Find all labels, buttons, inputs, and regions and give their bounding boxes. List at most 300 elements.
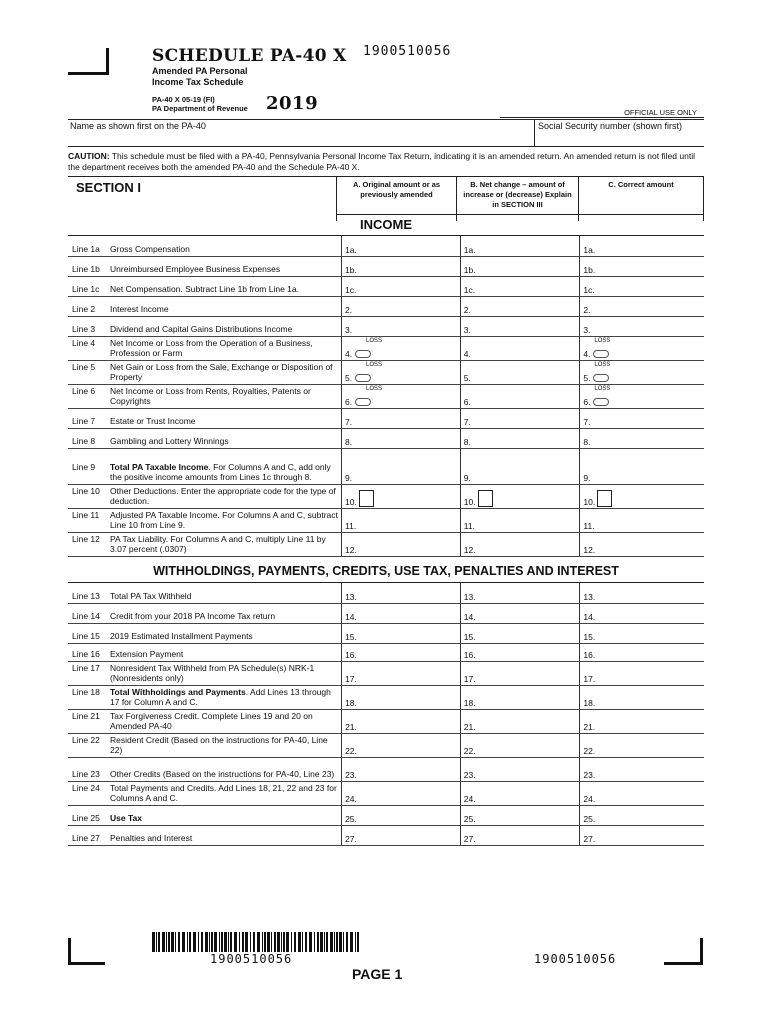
amount-field-label: 3. <box>583 324 591 335</box>
amount-field-col-b[interactable] <box>460 643 580 661</box>
line-label <box>68 484 342 508</box>
amount-field-col-c[interactable] <box>580 532 704 556</box>
amount-field-label: 18. <box>583 697 596 708</box>
barcode-bar <box>257 932 260 952</box>
section-title: SECTION I <box>76 180 142 195</box>
amount-field-label: 14. <box>583 611 596 622</box>
barcode-bar <box>320 932 323 952</box>
line-description-text: Estate or Trust Income <box>110 415 196 426</box>
amount-field-col-c[interactable] <box>580 805 704 825</box>
line-description-text: Tax Forgiveness Credit. Complete Lines 19 and 20 on Amended PA-40 <box>110 710 313 731</box>
loss-label: LOSS <box>594 385 611 392</box>
line-number: Line 24 <box>72 782 100 793</box>
barcode-bar <box>281 932 282 952</box>
amount-field-label: 16. <box>583 649 596 660</box>
department-name: PA Department of Revenue <box>152 103 248 113</box>
amount-field-label: 12. <box>583 544 596 555</box>
line-description <box>110 436 338 446</box>
line-label <box>68 805 342 825</box>
amount-field-label: 2. <box>583 304 591 315</box>
line-number: Line 6 <box>72 385 96 396</box>
amount-field-col-c[interactable] <box>580 583 704 603</box>
amount-field-col-a[interactable] <box>342 583 461 603</box>
line-description <box>110 534 338 554</box>
amount-field-col-b[interactable] <box>460 484 580 508</box>
line-number: Line 21 <box>72 710 100 721</box>
line-description <box>110 416 338 426</box>
amount-field-col-a[interactable] <box>342 643 461 661</box>
amount-field-col-c[interactable] <box>580 296 704 316</box>
amount-field-col-a[interactable] <box>342 781 461 805</box>
amount-field-label: 17. <box>583 673 596 684</box>
line-label <box>68 661 342 685</box>
line-description <box>110 649 338 659</box>
line-description <box>110 264 338 274</box>
amount-field-col-a[interactable] <box>342 825 461 845</box>
form-line-row <box>68 316 704 336</box>
corner-mark-bottom-left <box>68 938 105 965</box>
footer-code-right: 1900510056 <box>534 952 617 966</box>
form-line-row <box>68 336 704 360</box>
line-number: Line 25 <box>72 812 100 823</box>
amount-field-col-a[interactable] <box>342 360 461 384</box>
name-field[interactable]: Name as shown first on the PA-40 <box>70 121 206 131</box>
official-use-line <box>500 117 704 118</box>
barcode-bar <box>309 932 312 952</box>
income-heading: INCOME <box>360 217 412 232</box>
amount-field-label: 25. <box>345 813 357 824</box>
barcode-bar <box>156 932 157 952</box>
amount-field-col-b[interactable] <box>460 781 580 805</box>
line-description <box>110 813 338 823</box>
amount-field-col-b[interactable] <box>460 384 580 408</box>
line-description <box>110 386 338 406</box>
line-number: Line 8 <box>72 435 96 446</box>
line-description-text: Net Gain or Loss from the Sale, Exchange or Disposition of Property <box>110 361 333 382</box>
amount-field-col-b[interactable] <box>460 685 580 709</box>
line-description-text: Penalties and Interest <box>110 832 193 843</box>
line-number: Line 11 <box>72 509 100 520</box>
amount-field-col-b[interactable] <box>460 360 580 384</box>
amount-field-col-b[interactable] <box>460 623 580 643</box>
barcode-bar <box>334 932 335 952</box>
amount-field-col-b[interactable] <box>460 583 580 603</box>
barcode-bar <box>330 932 333 952</box>
amount-field-label: 23. <box>463 769 476 780</box>
amount-field-label: 15. <box>583 631 596 642</box>
amount-field-label: 7. <box>463 416 471 427</box>
loss-indicator-oval[interactable] <box>355 374 371 382</box>
amount-field-label: 6. <box>345 396 353 407</box>
footer-code-left: 1900510056 <box>210 952 293 966</box>
amount-field-label: 24. <box>463 793 476 804</box>
amount-field-col-c[interactable] <box>580 643 704 661</box>
amount-field-col-a[interactable] <box>342 384 461 408</box>
barcode-bar <box>187 932 188 952</box>
amount-field-col-c[interactable] <box>580 336 704 360</box>
line-description <box>110 486 338 506</box>
line-label <box>68 757 342 781</box>
amount-field-col-a[interactable] <box>342 603 461 623</box>
barcode-bar <box>286 932 289 952</box>
line-description <box>110 304 338 314</box>
barcode-bar <box>350 932 353 952</box>
barcode-bar <box>274 932 276 952</box>
barcode-bar <box>198 932 199 952</box>
line-number: Line 9 <box>72 461 96 472</box>
barcode-bar <box>302 932 303 952</box>
line-number: Line 7 <box>72 415 96 426</box>
amount-field-col-b[interactable] <box>460 296 580 316</box>
line-description-text: . For Columns A and C, add only the positive income amounts from Lines 1c through 8. <box>110 461 331 482</box>
amount-field-label: 11. <box>345 520 357 531</box>
amount-field-label: 4. <box>583 348 591 359</box>
loss-label: LOSS <box>366 385 383 392</box>
amount-field-label: 9. <box>583 472 591 483</box>
ssn-field[interactable]: Social Security number (shown first) <box>538 121 683 131</box>
amount-field-label: 24. <box>345 793 357 804</box>
deduction-code-box[interactable] <box>478 490 493 507</box>
amount-field-col-c[interactable] <box>580 603 704 623</box>
line-number: Line 10 <box>72 485 100 496</box>
amount-field-col-c[interactable] <box>580 709 704 733</box>
line-description-text: 2019 Estimated Installment Payments <box>110 630 253 641</box>
amount-field-col-c[interactable] <box>580 685 704 709</box>
form-line-row <box>68 623 704 643</box>
page-number: PAGE 1 <box>352 966 403 982</box>
amount-field-label: 1a. <box>345 244 357 255</box>
amount-field-col-c[interactable] <box>580 508 704 532</box>
amount-field-col-a[interactable] <box>342 508 461 532</box>
amount-field-label: 23. <box>583 769 596 780</box>
line-label <box>68 733 342 757</box>
line-description <box>110 284 338 294</box>
line-description <box>110 324 338 334</box>
line-number: Line 15 <box>72 630 100 641</box>
barcode-bar <box>152 932 155 952</box>
amount-field-label: 27. <box>345 833 357 844</box>
amount-field-label: 17. <box>345 673 357 684</box>
amount-field-label: 5. <box>463 372 471 383</box>
amount-field-col-b[interactable] <box>460 661 580 685</box>
line-number: Line 16 <box>72 648 100 659</box>
line-label <box>68 316 342 336</box>
barcode-bar <box>201 932 203 952</box>
loss-label: LOSS <box>594 337 611 344</box>
amount-field-col-c[interactable] <box>580 276 704 296</box>
form-line-row <box>68 256 704 276</box>
form-line-row <box>68 360 704 384</box>
amount-field-col-b[interactable] <box>460 316 580 336</box>
amount-field-label: 10. <box>583 496 596 507</box>
form-id: PA-40 X 05-19 (FI) <box>152 95 215 104</box>
amount-field-col-c[interactable] <box>580 757 704 781</box>
loss-indicator-oval[interactable] <box>593 374 609 382</box>
line-number: Line 1a <box>72 243 100 254</box>
form-line-row <box>68 448 704 484</box>
barcode-bar <box>343 932 344 952</box>
amount-field-label: 24. <box>583 793 596 804</box>
line-label <box>68 623 342 643</box>
barcode-bar <box>357 932 359 952</box>
form-line-row <box>68 685 704 709</box>
amount-field-label: 5. <box>583 372 591 383</box>
form-title: SCHEDULE PA-40 X <box>152 46 347 66</box>
amount-field-col-a[interactable] <box>342 256 461 276</box>
amount-field-col-c[interactable] <box>580 236 704 256</box>
amount-field-label: 21. <box>463 721 476 732</box>
form-line-row <box>68 296 704 316</box>
amount-field-label: 1b. <box>463 264 476 275</box>
line-label <box>68 296 342 316</box>
amount-field-col-a[interactable] <box>342 448 461 484</box>
barcode-bar <box>355 932 356 952</box>
form-line-row <box>68 603 704 623</box>
amount-field-label: 16. <box>463 649 476 660</box>
amount-field-col-b[interactable] <box>460 825 580 845</box>
amount-field-col-b[interactable] <box>460 532 580 556</box>
amount-field-col-a[interactable] <box>342 336 461 360</box>
line-description-text: . Add Lines 13 through 17 for Column A and C. <box>110 686 331 707</box>
barcode-bar <box>305 932 307 952</box>
form-line-row <box>68 484 704 508</box>
line-description <box>110 735 338 755</box>
amount-field-col-c[interactable] <box>580 408 704 428</box>
barcode-bar <box>182 932 185 952</box>
amount-field-label: 14. <box>345 611 357 622</box>
form-id-block <box>152 96 248 113</box>
amount-field-label: 11. <box>463 520 475 531</box>
line-description <box>110 611 338 621</box>
loss-label: LOSS <box>594 361 611 368</box>
barcode-bar <box>294 932 296 952</box>
line-description-text: Net Income or Loss from the Operation of a Business, Profession or Farm <box>110 337 313 358</box>
column-a-header: A. Original amount or as previously amended <box>336 177 456 221</box>
amount-field-label: 15. <box>463 631 476 642</box>
amount-field-col-a[interactable] <box>342 709 461 733</box>
amount-field-col-c[interactable] <box>580 781 704 805</box>
amount-field-label: 8. <box>345 436 353 447</box>
loss-indicator-oval[interactable] <box>355 350 371 358</box>
amount-field-col-b[interactable] <box>460 256 580 276</box>
amount-field-col-b[interactable] <box>460 805 580 825</box>
loss-indicator-oval[interactable] <box>593 350 609 358</box>
line-number: Line 1b <box>72 263 100 274</box>
corner-mark-bottom-right <box>664 938 703 965</box>
amount-field-col-a[interactable] <box>342 757 461 781</box>
amount-field-col-c[interactable] <box>580 733 704 757</box>
amount-field-col-a[interactable] <box>342 236 461 256</box>
amount-field-label: 7. <box>583 416 591 427</box>
amount-field-col-a[interactable] <box>342 532 461 556</box>
line-description <box>110 769 338 779</box>
loss-indicator-oval[interactable] <box>355 398 371 406</box>
barcode-bar <box>245 932 248 952</box>
amount-field-col-a[interactable] <box>342 623 461 643</box>
line-description-text: Dividend and Capital Gains Distributions Income <box>110 323 293 334</box>
deduction-code-box[interactable] <box>359 490 374 507</box>
amount-field-label: 3. <box>463 324 471 335</box>
line-description <box>110 362 338 382</box>
section-header-rule <box>336 214 704 215</box>
amount-field-label: 27. <box>463 833 476 844</box>
form-line-row <box>68 757 704 781</box>
amount-field-label: 17. <box>463 673 476 684</box>
barcode-bar <box>242 932 244 952</box>
amount-field-col-a[interactable] <box>342 805 461 825</box>
amount-field-label: 1a. <box>583 244 596 255</box>
barcode-bar <box>264 932 266 952</box>
amount-field-col-b[interactable] <box>460 508 580 532</box>
line-description-text: Total PA Tax Withheld <box>110 590 192 601</box>
form-line-row <box>68 583 704 603</box>
amount-field-col-b[interactable] <box>460 603 580 623</box>
form-line-row <box>68 733 704 757</box>
line-description-text: Other Deductions. Enter the appropriate code for the type of deduction. <box>110 485 336 506</box>
income-lines-table <box>68 236 704 557</box>
amount-field-label: 1b. <box>583 264 596 275</box>
amount-field-col-b[interactable] <box>460 276 580 296</box>
barcode-bar <box>221 932 223 952</box>
amount-field-label: 16. <box>345 649 357 660</box>
amount-field-col-c[interactable] <box>580 256 704 276</box>
amount-field-col-b[interactable] <box>460 408 580 428</box>
amount-field-col-b[interactable] <box>460 336 580 360</box>
amount-field-label: 11. <box>583 520 595 531</box>
line-description-text: Adjusted PA Taxable Income. For Columns A and C, subtract Line 10 from Line 9. <box>110 509 338 530</box>
barcode-bar <box>326 932 328 952</box>
amount-field-col-a[interactable] <box>342 685 461 709</box>
line-label <box>68 709 342 733</box>
column-b-header: B. Net change – amount of increase or (decrease) Explain in SECTION III <box>456 177 578 221</box>
line-number: Line 14 <box>72 610 100 621</box>
barcode-bar <box>158 932 160 952</box>
line-label <box>68 448 342 484</box>
column-c-header: C. Correct amount <box>578 177 704 221</box>
barcode-bar <box>193 932 196 952</box>
amount-field-col-c[interactable] <box>580 661 704 685</box>
amount-field-col-a[interactable] <box>342 661 461 685</box>
line-number: Line 23 <box>72 768 100 779</box>
barcode-bar <box>178 932 180 952</box>
amount-field-col-a[interactable] <box>342 316 461 336</box>
barcode-bar <box>175 932 176 952</box>
barcode-bar <box>336 932 338 952</box>
amount-field-label: 2. <box>345 304 353 315</box>
line-number: Line 3 <box>72 323 96 334</box>
amount-field-label: 14. <box>463 611 476 622</box>
amount-field-label: 12. <box>463 544 476 555</box>
barcode-bar <box>214 932 217 952</box>
line-description-text: Credit from your 2018 PA Income Tax return <box>110 610 276 621</box>
form-line-row <box>68 384 704 408</box>
form-subtitle <box>152 66 248 87</box>
line-description <box>110 833 338 843</box>
form-line-row <box>68 805 704 825</box>
line-description <box>110 462 338 482</box>
loss-label: LOSS <box>366 337 383 344</box>
amount-field-col-b[interactable] <box>460 733 580 757</box>
amount-field-col-a[interactable] <box>342 276 461 296</box>
amount-field-col-b[interactable] <box>460 428 580 448</box>
amount-field-col-b[interactable] <box>460 757 580 781</box>
barcode-bar <box>267 932 270 952</box>
line-label <box>68 825 342 845</box>
amount-field-col-b[interactable] <box>460 236 580 256</box>
line-number: Line 1c <box>72 283 100 294</box>
name-ssn-divider <box>534 119 535 146</box>
barcode <box>152 932 362 952</box>
amount-field-col-a[interactable] <box>342 296 461 316</box>
line-description-bold: Total PA Taxable Income <box>110 461 209 472</box>
barcode-bar <box>317 932 319 952</box>
line-description <box>110 783 338 803</box>
caution-notice <box>68 151 704 173</box>
form-line-row <box>68 643 704 661</box>
amount-field-label: 22. <box>583 745 596 756</box>
amount-field-label: 1a. <box>463 244 476 255</box>
line-description <box>110 591 338 601</box>
amount-field-label: 15. <box>345 631 357 642</box>
loss-indicator-oval[interactable] <box>593 398 609 406</box>
line-description <box>110 711 338 731</box>
barcode-bar <box>171 932 174 952</box>
amount-field-label: 2. <box>463 304 471 315</box>
amount-field-col-c[interactable] <box>580 825 704 845</box>
amount-field-col-a[interactable] <box>342 484 461 508</box>
line-description-text: Gross Compensation <box>110 243 190 254</box>
amount-field-col-c[interactable] <box>580 316 704 336</box>
barcode-bar <box>339 932 342 952</box>
caution-label: CAUTION: <box>68 151 110 161</box>
line-description <box>110 663 338 683</box>
form-line-row <box>68 825 704 845</box>
amount-field-label: 1c. <box>463 284 476 295</box>
amount-field-col-b[interactable] <box>460 709 580 733</box>
amount-field-col-a[interactable] <box>342 733 461 757</box>
barcode-bar <box>298 932 301 952</box>
line-number: Line 2 <box>72 303 96 314</box>
caution-text: This schedule must be filed with a PA-40, Pennsylvania Personal Income Tax Return, indicating it is an amended return. An amended return is not filed until the department receives both the amended PA-40 and the Schedule PA-40 X. <box>68 151 695 172</box>
amount-field-col-c[interactable] <box>580 484 704 508</box>
payment-lines-table <box>68 583 704 846</box>
line-description-text: Net Income or Loss from Rents, Royalties, Patents or Copyrights <box>110 385 311 406</box>
line-description-text: Extension Payment <box>110 648 184 659</box>
line-label <box>68 360 342 384</box>
deduction-code-box[interactable] <box>597 490 612 507</box>
line-description <box>110 510 338 530</box>
amount-field-label: 18. <box>463 697 476 708</box>
line-description <box>110 338 338 358</box>
amount-field-col-c[interactable] <box>580 428 704 448</box>
amount-field-col-c[interactable] <box>580 623 704 643</box>
amount-field-col-a[interactable] <box>342 408 461 428</box>
amount-field-col-c[interactable] <box>580 448 704 484</box>
barcode-bar <box>271 932 272 952</box>
amount-field-label: 22. <box>345 745 357 756</box>
amount-field-col-c[interactable] <box>580 360 704 384</box>
line-description-text: PA Tax Liability. For Columns A and C, multiply Line 11 by 3.07 percent (.0307) <box>110 533 326 554</box>
amount-field-col-b[interactable] <box>460 448 580 484</box>
amount-field-label: 21. <box>583 721 596 732</box>
line-number: Line 18 <box>72 686 100 697</box>
barcode-bar <box>324 932 325 952</box>
amount-field-label: 12. <box>345 544 357 555</box>
amount-field-col-a[interactable] <box>342 428 461 448</box>
subtitle-line-2: Income Tax Schedule <box>152 76 244 87</box>
amount-field-label: 3. <box>345 324 353 335</box>
amount-field-col-c[interactable] <box>580 384 704 408</box>
